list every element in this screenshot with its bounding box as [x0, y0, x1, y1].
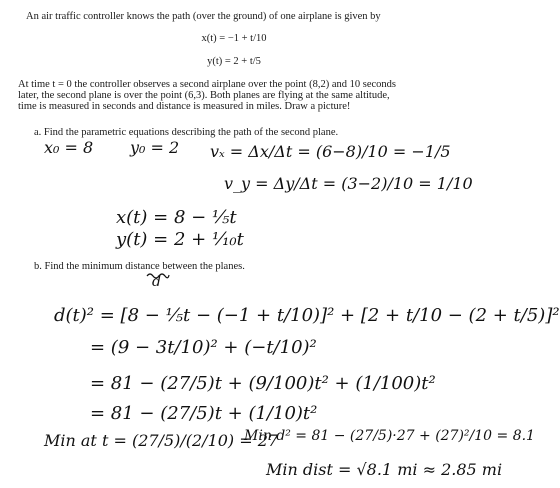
part-b-prompt: b. Find the minimum distance between the planes. [34, 261, 245, 272]
handwritten-x0: x₀ = 8 [44, 138, 94, 157]
handwritten-y-of-t: y(t) = 2 + ⅒t [116, 229, 244, 250]
handwritten-step-3: = 81 − (27/5)t + (9/100)t² + (1/100)t² [90, 373, 436, 394]
handwritten-vy: v_y = Δy/Δt = (3−2)/10 = 1/10 [224, 174, 473, 193]
problem-intro: An air traffic controller knows the path (over the ground) of one airplane is given by [26, 11, 381, 22]
handwritten-distance-squared: d(t)² = [8 − ⅕t − (−1 + t/10)]² + [2 + t/10 − (2 + t/5)]² [54, 305, 560, 326]
equation-y: y(t) = 2 + t/5 [207, 56, 261, 67]
handwritten-min-d-squared: Min d² = 81 − (27/5)·27 + (27)²/10 = 8.1 [244, 428, 535, 444]
equation-x: x(t) = −1 + t/10 [201, 33, 267, 44]
handwritten-step-4: = 81 − (27/5)t + (1/10)t² [90, 403, 318, 424]
handwritten-step-2: = (9 − 3t/10)² + (−t/10)² [90, 337, 317, 358]
handwritten-y0: y₀ = 2 [130, 138, 180, 157]
handwritten-x-of-t: x(t) = 8 − ⅕t [116, 207, 237, 228]
part-a-prompt: a. Find the parametric equations describing the path of the second plane. [34, 127, 339, 138]
handwritten-d-mark: d [152, 274, 161, 290]
problem-paragraph-line-1: At time t = 0 the controller observes a second airplane over the point (8,2) and 10 seconds [18, 79, 396, 90]
handwritten-min-distance: Min dist = √8.1 mi ≈ 2.85 mi [266, 460, 503, 479]
handwritten-vx: vₓ = Δx/Δt = (6−8)/10 = −1/5 [210, 142, 451, 161]
problem-paragraph-line-3: time is measured in seconds and distance is measured in miles. Draw a picture! [18, 101, 351, 112]
problem-paragraph-line-2: later, the second plane is over the point (6,3). Both planes are flying at the same altitude, [18, 90, 390, 101]
handwritten-min-at: Min at t = (27/5)/(2/10) = 27 [44, 431, 279, 450]
